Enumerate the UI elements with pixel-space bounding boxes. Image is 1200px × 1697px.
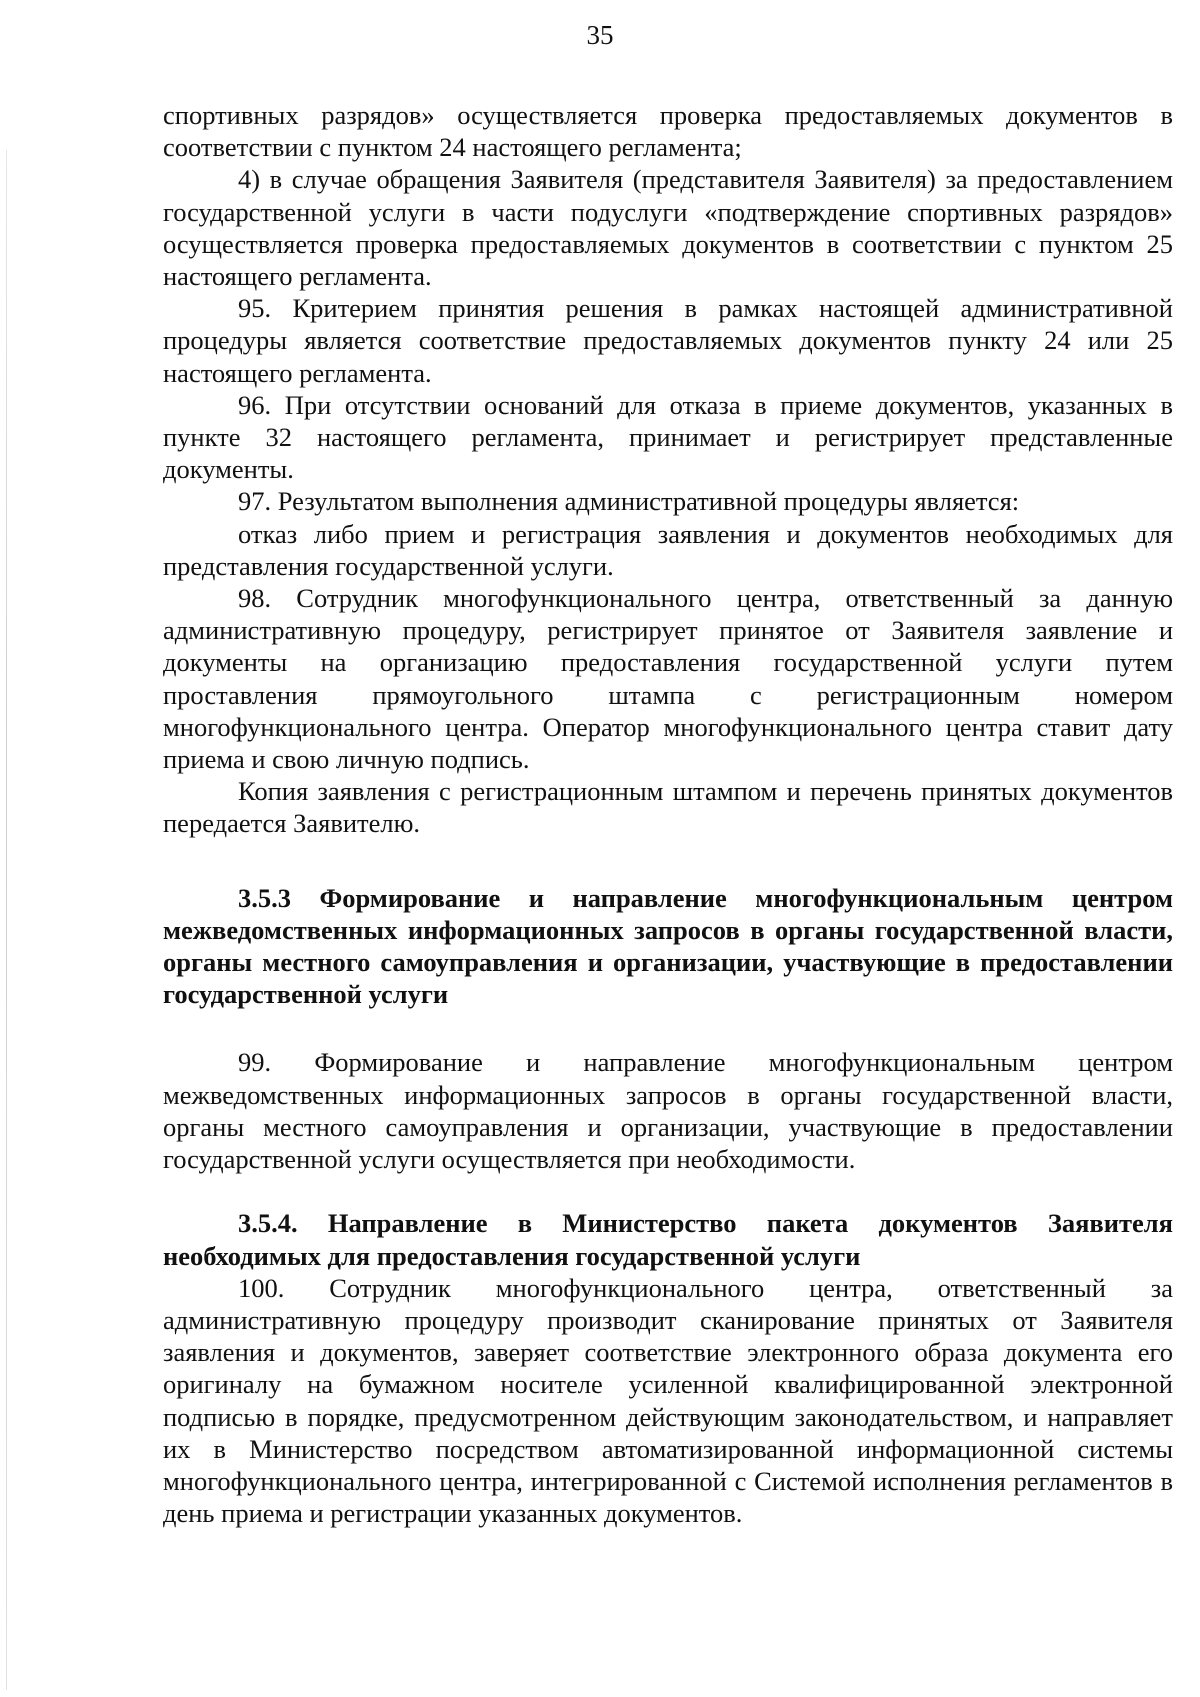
paragraph-continuation: спортивных разрядов» осуществляется проверка предоставляемых документов в соответствии с пунктом 24 настоящего регламента; <box>163 100 1173 163</box>
paragraph-95: 95. Критерием принятия решения в рамках настоящей административной процедуры является соответствие предоставляемых документов пункту 24 или 25 настоящего регламента. <box>163 293 1173 388</box>
page-number: 35 <box>586 20 614 50</box>
paragraph-99: 99. Формирование и направление многофункциональным центром межведомственных информационных запросов в органы государственной власти, органы местного самоуправления и организации, участвующие в предоставлении государственной услуги осуществляется при необходимости. <box>163 1047 1173 1175</box>
paragraph-98-copy: Копия заявления с регистрационным штампом и перечень принятых документов передается Заявителю. <box>163 776 1173 839</box>
spacer <box>163 1175 1173 1207</box>
spacer <box>163 1010 1173 1046</box>
document-body <box>163 99 1173 1529</box>
scan-edge-shadow <box>6 150 7 1690</box>
paragraph-item-4: 4) в случае обращения Заявителя (представителя Заявителя) за предоставлением государственной услуги в части подуслуги «подтверждение спортивных разрядов» осуществляется проверка предоставляемых документов в соответствии с пунктом 25 настоящего регламента. <box>163 164 1173 292</box>
section-heading-3-5-4: 3.5.4. Направление в Министерство пакета документов Заявителя необходимых для предоставления государственной услуги <box>163 1208 1173 1271</box>
paragraph-100: 100. Сотрудник многофункционального центра, ответственный за административную процедуру производит сканирование принятых от Заявителя заявления и документов, заверяет соответствие электронного образа документа его оригиналу на бумажном носителе усиленной квалифицированной электронной подписью в порядке, предусмотренном действующим законодательством, и направляет их в Министерство посредством автоматизированной информационной системы многофункционального центра, интегрированной с Системой исполнения регламентов в день приема и регистрации указанных документов. <box>163 1272 1173 1529</box>
paragraph-97: 97. Результатом выполнения административной процедуры является: <box>238 486 1020 517</box>
paragraph-97-result: отказ либо прием и регистрация заявления и документов необходимых для представления государственной услуги. <box>163 518 1173 581</box>
spacer <box>163 840 1173 882</box>
section-heading-3-5-3: 3.5.3 Формирование и направление многофункциональным центром межведомственных информационных запросов в органы государственной власти, органы местного самоуправления и организации, участвующие в предоставлении государственной услуги <box>163 882 1173 1010</box>
paragraph-96: 96. При отсутствии оснований для отказа в приеме документов, указанных в пункте 32 настоящего регламента, принимает и регистрирует представленные документы. <box>163 389 1173 485</box>
paragraph-98: 98. Сотрудник многофункционального центра, ответственный за данную административную процедуру, регистрирует принятое от Заявителя заявление и документы на организацию предоставления государственной услуги путем проставления прямоугольного штампа с регистрационным номером многофункционального центра. Оператор многофункционального центра ставит дату приема и свою личную подпись. <box>163 583 1173 775</box>
